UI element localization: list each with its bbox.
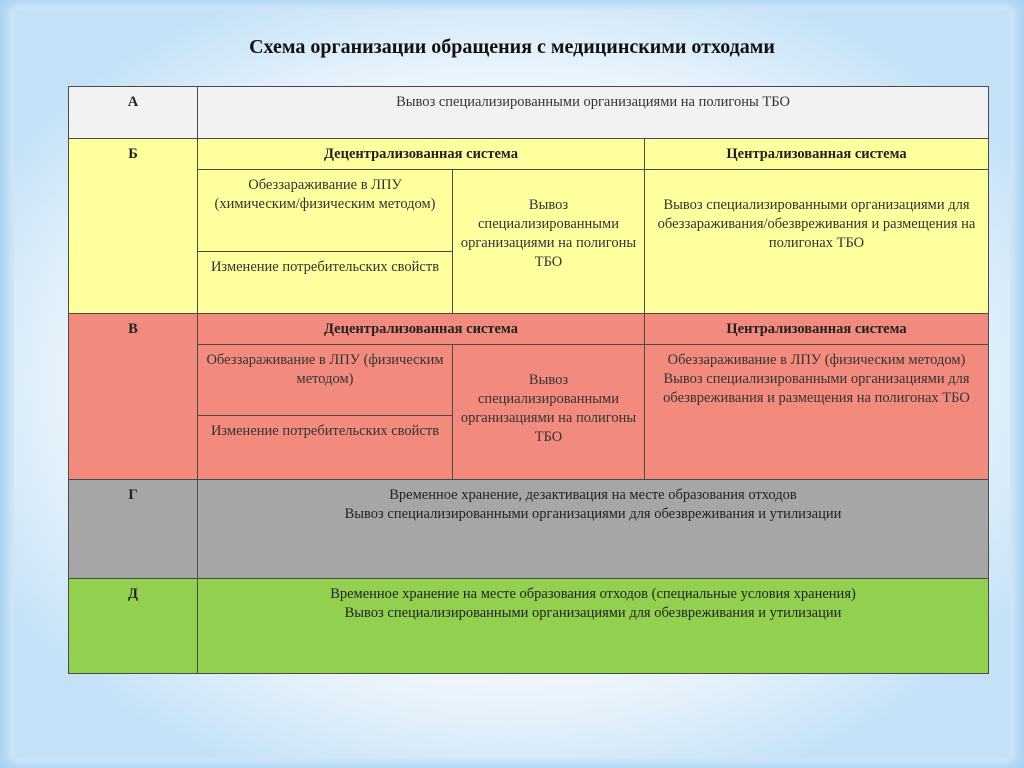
row-b-decentral-header: Децентрализованная система xyxy=(198,139,645,170)
row-g-line-1: Временное хранение, дезактивация на месте образования отходов xyxy=(389,486,797,503)
row-v-body xyxy=(69,345,989,415)
waste-scheme-table xyxy=(68,86,989,674)
row-d-label: Д xyxy=(69,578,198,673)
row-b-header xyxy=(69,139,989,170)
row-v-header xyxy=(69,314,989,345)
row-g-label: Г xyxy=(69,479,198,578)
row-b-decentral-removal: Вывоз специализированными организациями на полигоны ТБО xyxy=(453,170,645,314)
row-a xyxy=(69,87,989,139)
row-g-text xyxy=(198,479,989,578)
row-v-decentral-cell-2: Изменение потребительских свойств xyxy=(198,415,453,479)
row-v-decentral-removal: Вывоз специализированными организациями на полигоны ТБО xyxy=(453,345,645,479)
row-v-central-line-2: Вывоз специализированными организациями для обезвреживания и размещения на полигонах ТБО xyxy=(663,371,970,407)
row-v-decentral-header: Децентрализованная система xyxy=(198,314,645,345)
row-g-line-2: Вывоз специализированными организациями для обезвреживания и утилизации xyxy=(344,505,842,522)
row-b-central-header: Централизованная система xyxy=(645,139,989,170)
row-b-decentral-cell-2: Изменение потребительских свойств xyxy=(198,252,453,314)
row-v-central-line-1: Обеззараживание в ЛПУ (физическим методом) xyxy=(667,352,966,369)
row-v-central-text xyxy=(645,345,989,479)
page-title: Схема организации обращения с медицинскими отходами xyxy=(249,36,775,58)
row-b-label: Б xyxy=(69,139,198,314)
row-a-label: А xyxy=(69,87,198,139)
row-g xyxy=(69,479,989,578)
row-d-text xyxy=(198,578,989,673)
row-b-body xyxy=(69,170,989,252)
row-v-label: В xyxy=(69,314,198,479)
row-b-decentral-cell-1: Обеззараживание в ЛПУ (химическим/физическим методом) xyxy=(198,170,453,252)
row-b-central-text: Вывоз специализированными организациями для обеззараживания/обезвреживания и размещения на полигонах ТБО xyxy=(645,170,989,314)
row-d-line-1: Временное хранение на месте образования отходов (специальные условия хранения) xyxy=(330,585,856,602)
row-d xyxy=(69,578,989,673)
row-a-text: Вывоз специализированными организациями на полигоны ТБО xyxy=(198,87,989,139)
row-v-central-header: Централизованная система xyxy=(645,314,989,345)
row-d-line-2: Вывоз специализированными организациями для обезвреживания и утилизации xyxy=(344,604,842,621)
row-v-decentral-cell-1: Обеззараживание в ЛПУ (физическим методом) xyxy=(198,345,453,415)
